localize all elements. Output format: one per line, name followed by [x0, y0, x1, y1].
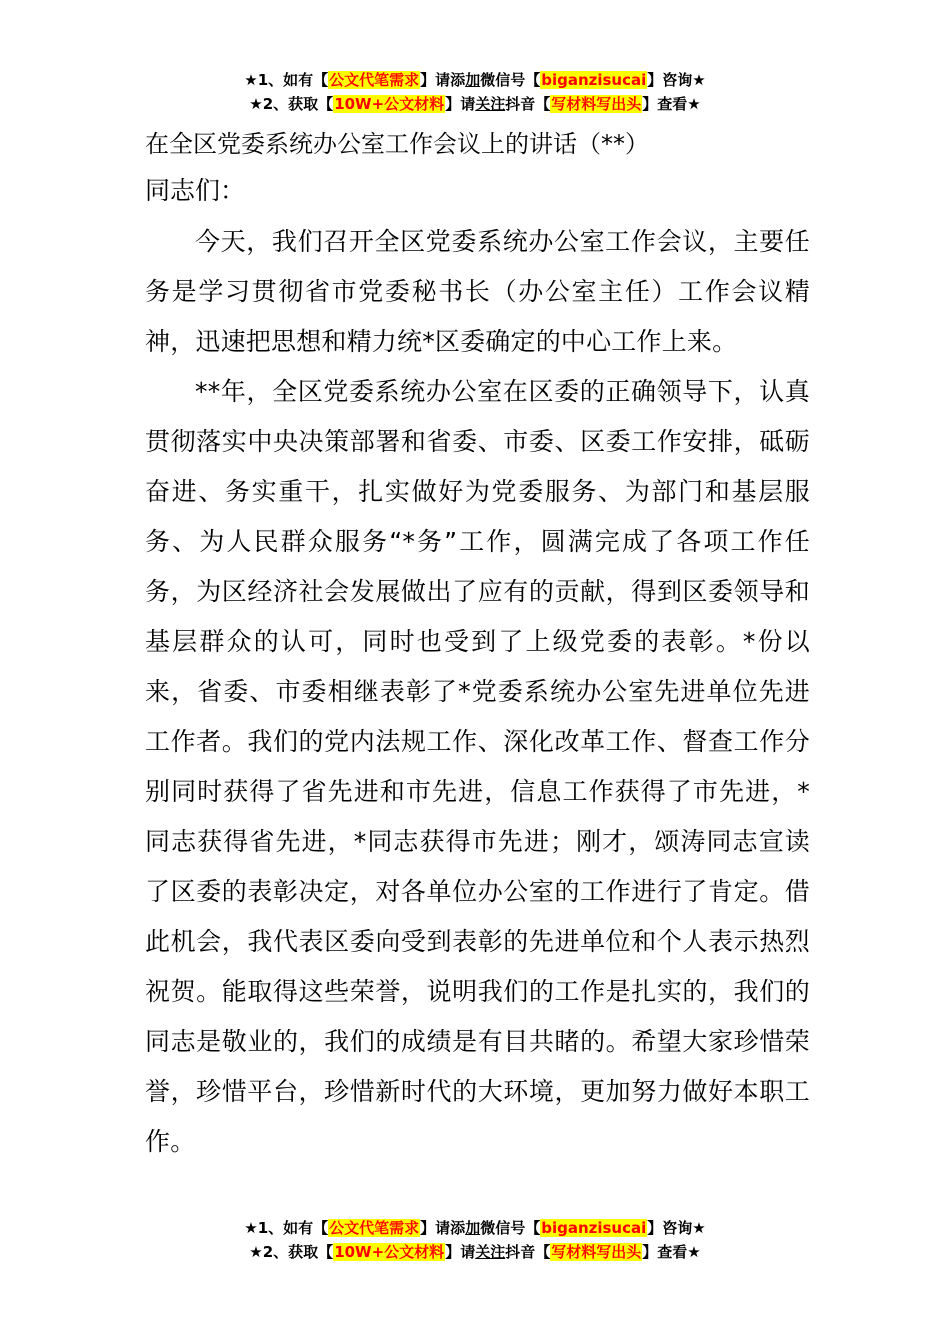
banner-line-2: ★2、获取【10W+公文材料】请关注抖音【写材料写出头】查看★	[249, 95, 701, 113]
banner-line-1: ★1、如有【公文代笔需求】请添加微信号【biganzisucai】咨询★	[244, 71, 706, 89]
highlight-douyin: 写材料写出头	[551, 95, 642, 113]
highlight-materials: 10W+公文材料	[334, 95, 445, 113]
highlight-ghostwriting: 公文代笔需求	[329, 1219, 420, 1237]
highlight-wechat-id: biganzisucai	[541, 1219, 647, 1237]
paragraph-1: 今天，我们召开全区党委系统办公室工作会议，主要任务是学习贯彻省市党委秘书长（办公室主任）工作会议精神，迅速把思想和精力统*区委确定的中心工作上来。	[145, 227, 810, 356]
header-banner	[0, 68, 950, 116]
highlight-ghostwriting: 公文代笔需求	[329, 71, 420, 89]
greeting: 同志们：	[145, 176, 246, 205]
highlight-materials: 10W+公文材料	[334, 1243, 445, 1261]
paragraph-2: **年，全区党委系统办公室在区委的正确领导下，认真贯彻落实中央决策部署和省委、市委、区委工作安排，砥砺奋进、务实重干，扎实做好为党委服务、为部门和基层服务、为人民群众服务“*务”工作，圆满完成了各项工作任务，为区经济社会发展做出了应有的贡献，得到区委领导和基层群众的认可，同时也受到了上级党委的表彰。*份以来，省委、市委相继表彰了*党委系统办公室先进单位先进工作者。我们的党内法规工作、深化改革工作、督查工作分别同时获得了省先进和市先进，信息工作获得了市先进，*同志获得省先进，*同志获得市先进；刚才，颂涛同志宣读了区委的表彰决定，对各单位办公室的工作进行了肯定。借此机会，我代表区委向受到表彰的先进单位和个人表示热烈祝贺。能取得这些荣誉，说明我们的工作是扎实的，我们的同志是敬业的，我们的成绩是有目共睹的。希望大家珍惜荣誉，珍惜平台，珍惜新时代的大环境，更加努力做好本职工作。	[145, 377, 810, 1156]
document-body	[145, 122, 810, 1167]
highlight-douyin: 写材料写出头	[551, 1243, 642, 1261]
banner-line-1: ★1、如有【公文代笔需求】请添加微信号【biganzisucai】咨询★	[244, 1219, 706, 1237]
document-title: 在全区党委系统办公室工作会议上的讲话（**）	[145, 130, 649, 158]
banner-line-2: ★2、获取【10W+公文材料】请关注抖音【写材料写出头】查看★	[249, 1243, 701, 1261]
footer-banner	[0, 1216, 950, 1264]
highlight-wechat-id: biganzisucai	[541, 71, 647, 89]
